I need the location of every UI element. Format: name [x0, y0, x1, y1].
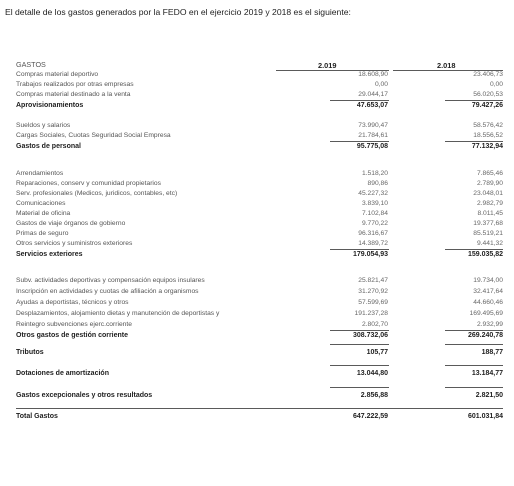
row-label: Gastos de viaje órganos de gobierno — [16, 220, 126, 227]
summary-value-2018: 188,77 — [481, 349, 503, 356]
row-value-2018: 19.377,68 — [473, 220, 503, 227]
summary-label: Tributos — [16, 349, 44, 356]
total-label: Total Gastos — [16, 413, 58, 420]
row-value-2019: 191.237,28 — [354, 310, 388, 317]
total-value-2019: 647.222,59 — [352, 413, 388, 420]
table-row — [0, 90, 514, 100]
subtotal-label: Otros gastos de gestión corriente — [16, 332, 129, 339]
row-value-2019: 14.389,72 — [358, 240, 388, 247]
subtotal-rule — [330, 344, 389, 345]
row-label: Cargas Sociales, Cuotas Seguridad Social Empresa — [16, 132, 171, 139]
row-value-2018: 56.020,53 — [473, 91, 503, 98]
table-header-row — [0, 60, 514, 70]
subtotal-rule — [330, 365, 389, 366]
summary-row-amortizacion — [0, 369, 514, 379]
row-value-2019: 29.044,17 — [358, 91, 388, 98]
table-row — [0, 199, 514, 209]
row-value-2019: 57.599,69 — [358, 299, 388, 306]
row-value-2019: 1.518,20 — [361, 170, 388, 177]
row-value-2018: 44.660,46 — [473, 299, 503, 306]
table-row — [0, 320, 514, 330]
table-row — [0, 287, 514, 297]
summary-value-2019: 13.044,80 — [356, 370, 388, 377]
summary-row-tributos — [0, 348, 514, 358]
row-label: Comunicaciones — [16, 200, 66, 207]
table-row — [0, 121, 514, 131]
subtotal-value-2019: 308.732,06 — [352, 332, 388, 339]
row-value-2018: 2.932,99 — [476, 321, 503, 328]
row-value-2018: 2.789,90 — [476, 180, 503, 187]
subtotal-value-2019: 95.775,08 — [356, 143, 388, 150]
table-row — [0, 239, 514, 249]
subtotal-rule — [445, 387, 503, 388]
row-value-2018: 9.441,32 — [476, 240, 503, 247]
subtotal-row — [0, 142, 514, 152]
summary-value-2019: 2.856,88 — [360, 392, 388, 399]
row-label: Inscripción en actividades y cuotas de afiliación a organismos — [16, 288, 199, 295]
row-value-2019: 18.608,90 — [358, 71, 388, 78]
row-label: Subv. actividades deportivas y compensación equipos insulares — [16, 277, 205, 284]
row-value-2018: 8.011,45 — [477, 210, 503, 217]
row-label: Compras material destinado a la venta — [16, 91, 131, 98]
table-row — [0, 276, 514, 286]
row-label: Sueldos y salarios — [16, 122, 71, 129]
table-row — [0, 169, 514, 179]
subtotal-label: Gastos de personal — [16, 143, 81, 150]
subtotal-rule — [445, 365, 503, 366]
row-value-2018: 32.417,64 — [473, 288, 503, 295]
row-value-2019: 31.270,92 — [358, 288, 388, 295]
subtotal-row — [0, 250, 514, 260]
table-row — [0, 80, 514, 90]
row-value-2019: 3.839,10 — [361, 200, 388, 207]
row-label: Compras material deportivo — [16, 71, 99, 78]
total-row — [0, 412, 514, 422]
subtotal-value-2019: 179.054,93 — [352, 251, 388, 258]
row-value-2018: 23.048,01 — [473, 190, 503, 197]
table-row — [0, 209, 514, 219]
intro-text: El detalle de los gastos generados por la FEDO en el ejercicio 2019 y 2018 es el siguiente: — [5, 7, 351, 17]
column-header-2019: 2.019 — [318, 61, 337, 70]
subtotal-value-2018: 79.427,26 — [471, 102, 503, 109]
row-label: Serv. profesionales (Medicos, juridicos, contables, etc) — [16, 190, 178, 197]
total-value-2018: 601.031,84 — [467, 413, 503, 420]
table-row — [0, 309, 514, 319]
subtotal-row — [0, 331, 514, 341]
subtotal-rule — [330, 387, 389, 388]
row-value-2019: 2.802,70 — [361, 321, 388, 328]
row-value-2019: 96.316,67 — [358, 230, 388, 237]
row-label: Otros servicios y suministros exteriores — [16, 240, 133, 247]
row-value-2019: 7.102,84 — [361, 210, 388, 217]
total-rule — [16, 408, 503, 409]
subtotal-label: Aprovisionamientos — [16, 102, 84, 109]
row-label: Reintegro subvenciones ejerc.corriente — [16, 321, 132, 328]
row-value-2018: 0,00 — [489, 81, 503, 88]
row-label: Trabajos realizados por otras empresas — [16, 81, 134, 88]
row-value-2019: 9.770,22 — [361, 220, 388, 227]
row-label: Desplazamientos, alojamiento dietas y manutención de deportistas y — [16, 310, 220, 317]
subtotal-rule — [445, 344, 503, 345]
row-label: Arrendamientos — [16, 170, 64, 177]
table-row — [0, 70, 514, 80]
subtotal-value-2018: 77.132,94 — [471, 143, 503, 150]
row-value-2018: 2.982,79 — [476, 200, 503, 207]
row-label: Reparaciones, conserv y comunidad propietarios — [16, 180, 161, 187]
summary-value-2019: 105,77 — [366, 349, 388, 356]
column-header-2018: 2.018 — [437, 61, 456, 70]
row-label: Material de oficina — [16, 210, 71, 217]
subtotal-value-2019: 47.653,07 — [356, 102, 388, 109]
row-value-2018: 7.865,46 — [476, 170, 503, 177]
summary-value-2018: 2.821,50 — [475, 392, 503, 399]
table-row — [0, 131, 514, 141]
summary-row-excepcionales — [0, 391, 514, 401]
table-row — [0, 219, 514, 229]
table-row — [0, 298, 514, 308]
summary-label: Dotaciones de amortización — [16, 370, 109, 377]
header-label: GASTOS — [16, 60, 46, 69]
summary-value-2018: 13.184,77 — [471, 370, 503, 377]
subtotal-label: Servicios exteriores — [16, 251, 83, 258]
subtotal-row — [0, 101, 514, 111]
subtotal-value-2018: 159.035,82 — [467, 251, 503, 258]
row-label: Primas de seguro — [16, 230, 69, 237]
row-value-2018: 85.519,21 — [473, 230, 503, 237]
row-value-2019: 0,00 — [374, 81, 388, 88]
row-value-2018: 18.556,52 — [473, 132, 503, 139]
table-row — [0, 189, 514, 199]
row-label: Ayudas a deportistas, técnicos y otros — [16, 299, 129, 306]
summary-label: Gastos excepcionales y otros resultados — [16, 392, 153, 399]
row-value-2019: 890,86 — [367, 180, 388, 187]
row-value-2018: 23.406,73 — [473, 71, 503, 78]
table-row — [0, 229, 514, 239]
subtotal-value-2018: 269.240,78 — [467, 332, 503, 339]
table-row — [0, 179, 514, 189]
row-value-2018: 169.495,69 — [469, 310, 503, 317]
row-value-2019: 73.990,47 — [358, 122, 388, 129]
row-value-2018: 19.734,00 — [473, 277, 503, 284]
row-value-2019: 25.821,47 — [358, 277, 388, 284]
row-value-2018: 58.576,42 — [473, 122, 503, 129]
row-value-2019: 45.227,32 — [358, 190, 388, 197]
row-value-2019: 21.784,61 — [358, 132, 388, 139]
